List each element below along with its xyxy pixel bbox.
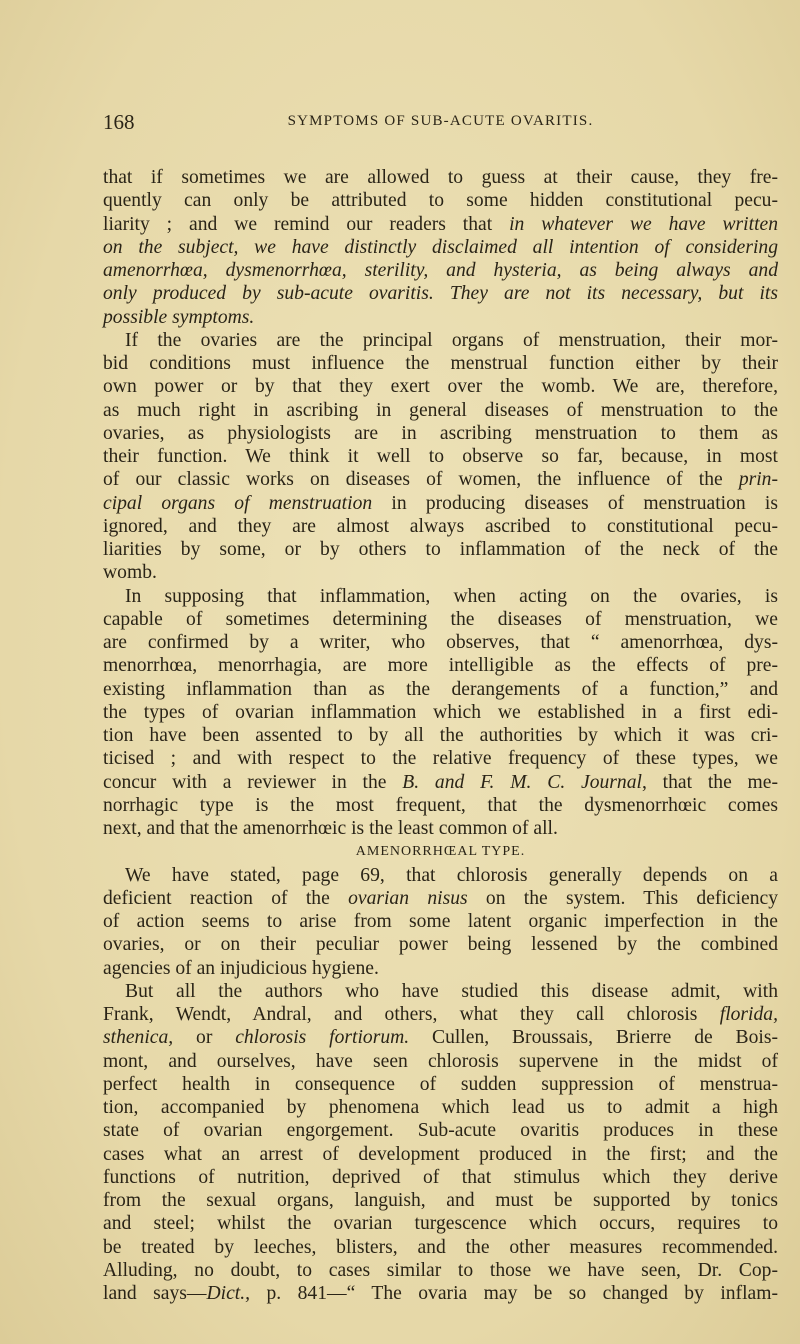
italic-text: ovarian nisus <box>348 887 468 909</box>
text-segment: tion have been assented to by all the authorities by which it was cri- <box>103 725 778 746</box>
text-line <box>103 701 778 724</box>
text-line <box>103 933 778 956</box>
text-segment: be treated by leeches, blisters, and the other measures recommended. <box>103 1236 778 1258</box>
text-line <box>103 1026 778 1049</box>
paragraph <box>103 980 778 1306</box>
text-segment: next, and that the amenorrhœic is the least common of all. <box>103 818 558 839</box>
page-number: 168 <box>103 110 135 134</box>
text-line <box>103 724 778 747</box>
text-line <box>103 794 778 817</box>
text-segment: on the system. This deficiency <box>467 887 779 909</box>
text-line <box>103 1003 778 1026</box>
text-segment: as much right in ascribing in general diseases of menstruation to the <box>103 399 778 421</box>
italic-text: amenorrhœa, dysmenorrhœa, sterility, and hysteria, as being always and <box>103 260 778 281</box>
text-segment: But all the authors who have studied this disease admit, with <box>125 980 778 1002</box>
text-segment: state of ovarian engorgement. Sub-acute ovaritis produces in these <box>103 1120 778 1142</box>
text-line <box>103 1073 778 1096</box>
text-segment: perfect health in consequence of sudden suppression of menstrua- <box>103 1073 778 1095</box>
italic-text: prin- <box>738 469 778 491</box>
text-line <box>103 608 778 631</box>
text-line <box>103 375 778 398</box>
text-segment: concur with a reviewer in the <box>103 771 403 793</box>
text-segment: of our classic works on diseases of women, the influence of the <box>103 469 739 491</box>
text-line <box>103 1236 778 1259</box>
text-segment: liarities by some, or by others to inflammation of the neck of the <box>103 539 778 560</box>
text-line <box>103 1259 778 1282</box>
text-line <box>103 306 778 329</box>
text-line <box>103 515 778 538</box>
text-segment: ovaries, or on their peculiar power being lessened by the combined <box>103 934 778 956</box>
paragraph <box>103 585 778 841</box>
text-segment: capable of sometimes determining the diseases of menstruation, we <box>103 608 778 630</box>
paragraph <box>103 864 778 980</box>
text-line <box>103 678 778 701</box>
text-segment: cases what an arrest of development produced in the first; and the <box>103 1143 778 1165</box>
page-body <box>103 166 778 1305</box>
text-line <box>103 771 778 794</box>
text-line <box>103 561 778 584</box>
text-segment: or <box>173 1027 236 1049</box>
text-segment: If the ovaries are the principal organs of menstruation, their mor- <box>125 329 778 351</box>
text-segment: of action seems to arise from some latent organic imperfection in the <box>103 911 778 932</box>
text-segment: agencies of an injudicious hygiene. <box>103 957 379 979</box>
text-segment: We have stated, page 69, that chlorosis generally depends on a <box>125 864 778 886</box>
page-header <box>103 110 778 136</box>
text-segment: tion, accompanied by phenomena which lead us to admit a high <box>103 1097 778 1118</box>
text-segment: menorrhœa, menorrhagia, are more intelligible as the effects of pre- <box>103 655 778 677</box>
text-segment: that if sometimes we are allowed to guess at their cause, they fre- <box>103 167 778 188</box>
italic-text: Dict., <box>206 1283 251 1304</box>
italic-text: B. and F. M. C. Journal <box>402 771 642 793</box>
text-segment: their function. We think it well to observe so far, because, in most <box>103 446 778 467</box>
text-line <box>103 864 778 887</box>
text-line <box>103 1050 778 1073</box>
text-line <box>103 422 778 445</box>
text-line <box>103 957 778 980</box>
text-segment: womb. <box>103 562 157 584</box>
italic-text: florida, <box>719 1004 778 1025</box>
text-segment: mont, and ourselves, have seen chlorosis supervene in the midst of <box>103 1050 778 1072</box>
text-line <box>103 329 778 352</box>
text-line <box>103 1119 778 1142</box>
text-segment: In supposing that inflammation, when acting on the ovaries, is <box>125 585 778 607</box>
text-segment: liarity ; and we remind our readers that <box>103 213 510 235</box>
text-line <box>103 654 778 677</box>
text-segment: ovaries, as physiologists are in ascribing menstruation to them as <box>103 422 778 444</box>
italic-text: sthenica, <box>103 1027 174 1049</box>
text-line <box>103 1212 778 1235</box>
text-segment: ignored, and they are almost always ascribed to constitutional pecu- <box>103 515 778 537</box>
text-segment: and steel; whilst the ovarian turgescence which occurs, requires to <box>103 1213 778 1235</box>
text-line <box>103 887 778 910</box>
text-segment: , that the me- <box>641 771 779 793</box>
text-line <box>103 189 778 212</box>
text-segment: existing inflammation than as the derangements of a function,” and <box>103 678 778 700</box>
text-line <box>103 631 778 654</box>
italic-text: on the subject, we have distinctly disclaimed all intention of considering <box>103 236 778 258</box>
text-line <box>103 980 778 1003</box>
text-segment: in producing diseases of menstruation is <box>372 492 778 514</box>
text-segment: p. 841—“ The ovaria may be so changed by inflam- <box>250 1283 778 1304</box>
text-line <box>103 468 778 491</box>
section-heading: AMENORRHŒAL TYPE. <box>355 844 526 860</box>
text-segment: from the sexual organs, languish, and must be supported by tonics <box>103 1190 778 1211</box>
text-line <box>103 817 778 840</box>
text-line <box>103 1189 778 1212</box>
paragraph <box>103 329 778 585</box>
italic-text: chlorosis fortiorum. <box>235 1027 410 1049</box>
text-segment: bid conditions must influence the menstrual function either by their <box>103 353 778 374</box>
text-segment: Cullen, Broussais, Brierre de Bois- <box>409 1027 778 1049</box>
text-line <box>103 1282 778 1305</box>
running-title: SYMPTOMS OF SUB-ACUTE OVARITIS. <box>287 113 594 129</box>
text-line <box>103 445 778 468</box>
text-line <box>103 1166 778 1189</box>
italic-text: possible symptoms. <box>103 306 255 328</box>
text-segment: land says— <box>103 1283 207 1304</box>
text-line <box>103 352 778 375</box>
italic-text: only produced by sub-acute ovaritis. They are not its necessary, but its <box>103 283 778 305</box>
text-line <box>103 910 778 933</box>
text-line <box>103 213 778 236</box>
text-line <box>103 282 778 305</box>
text-line <box>103 1143 778 1166</box>
italic-text: cipal organs of menstruation <box>103 492 373 514</box>
text-line <box>103 492 778 515</box>
text-line <box>103 259 778 282</box>
text-segment: functions of nutrition, deprived of that stimulus which they derive <box>103 1166 778 1188</box>
text-segment: own power or by that they exert over the womb. We are, therefore, <box>103 376 778 398</box>
text-segment: norrhagic type is the most frequent, that the dysmenorrhœic comes <box>103 794 778 816</box>
text-line <box>103 236 778 259</box>
text-line <box>103 399 778 422</box>
text-segment: Alluding, no doubt, to cases similar to those we have seen, Dr. Cop- <box>103 1259 778 1281</box>
text-segment: Frank, Wendt, Andral, and others, what they call chlorosis <box>103 1004 720 1025</box>
italic-text: in whatever we have written <box>509 213 779 235</box>
paragraph <box>103 166 778 329</box>
text-line <box>103 1096 778 1119</box>
text-line <box>103 747 778 770</box>
text-segment: ticised ; and with respect to the relative frequency of these types, we <box>103 748 778 770</box>
text-line <box>103 585 778 608</box>
text-line <box>103 538 778 561</box>
text-segment: deficient reaction of the <box>103 887 349 909</box>
text-line <box>103 166 778 189</box>
text-segment: are confirmed by a writer, who observes, that “ amenorrhœa, dys- <box>103 632 778 653</box>
text-segment: quently can only be attributed to some hidden constitutional pecu- <box>103 190 778 212</box>
text-segment: the types of ovarian inflammation which we established in a first edi- <box>103 701 778 723</box>
